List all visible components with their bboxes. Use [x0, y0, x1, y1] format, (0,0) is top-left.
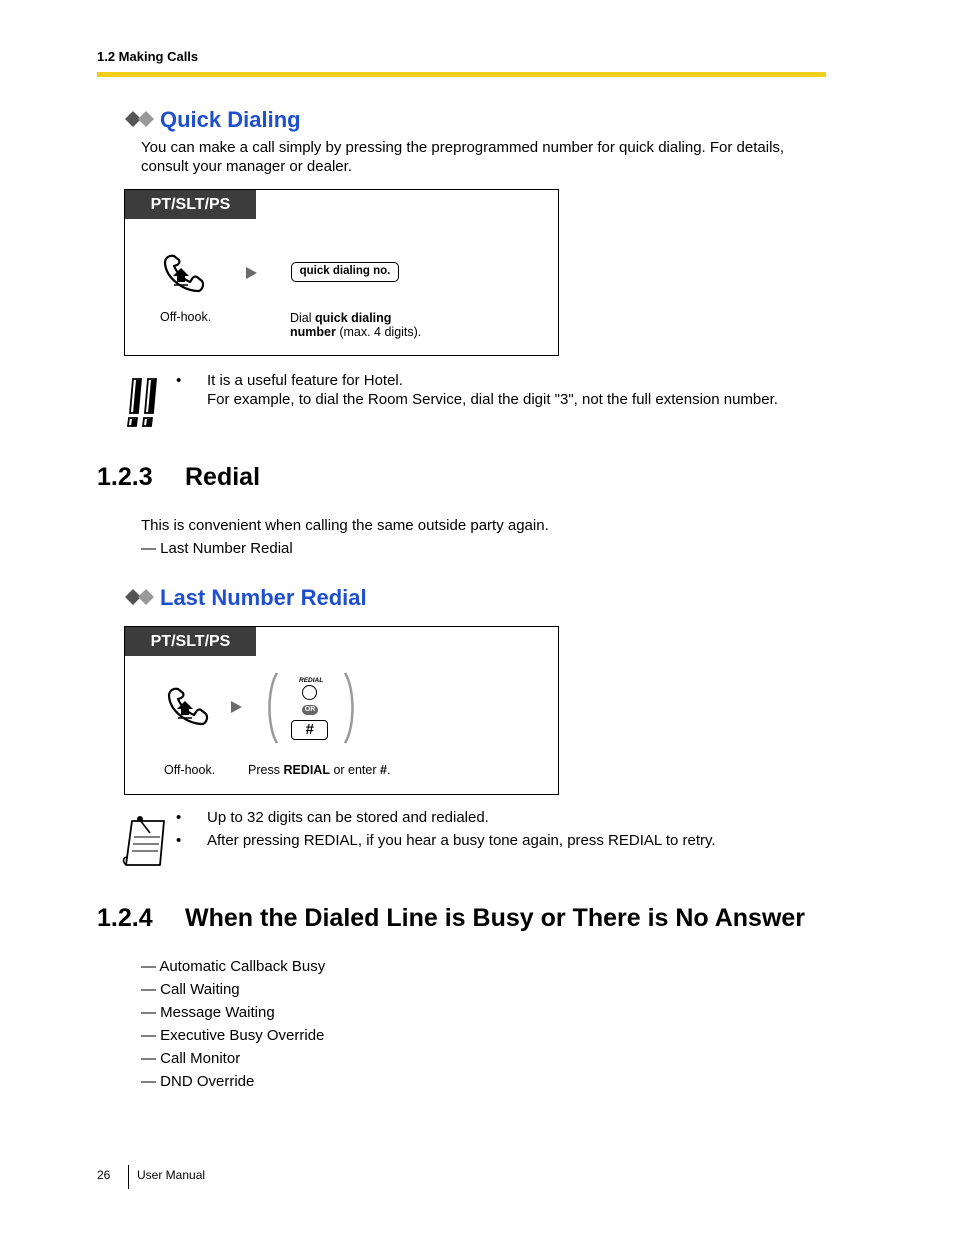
redial-intro: This is convenient when calling the same outside party again. — [141, 517, 549, 534]
step2-caption: Press REDIAL or enter #. — [248, 763, 391, 777]
running-header: 1.2 Making Calls — [97, 49, 199, 64]
off-hook-handset-icon — [165, 687, 215, 727]
footer-title: User Manual — [137, 1168, 206, 1182]
step1-caption: Off-hook. — [164, 763, 216, 777]
page-number: 26 — [97, 1168, 111, 1182]
procedure-label: PT/SLT/PS — [125, 627, 256, 656]
or-badge: OR — [302, 705, 318, 715]
list-item: — Message Waiting — [141, 1004, 275, 1021]
step-arrow-icon — [231, 701, 242, 713]
hash-key-button: # — [291, 720, 328, 740]
list-item: — Executive Busy Override — [141, 1027, 325, 1044]
list-item: — DND Override — [141, 1073, 255, 1090]
diamonds-icon — [125, 111, 155, 127]
redial-procedure-box — [124, 626, 559, 795]
important-note-icon — [126, 377, 162, 429]
list-item: — Call Monitor — [141, 1050, 241, 1067]
redial-key-button — [302, 685, 317, 700]
busy-feature-list — [141, 955, 325, 1093]
header-rule — [97, 72, 826, 77]
list-item: — Call Waiting — [141, 981, 240, 998]
list-item: — Automatic Callback Busy — [141, 958, 326, 975]
section-redial-heading: 1.2.3 Redial — [97, 463, 261, 491]
quick-dialing-description: You can make a call simply by pressing the preprogrammed number for quick dialing. For details, consult your manager or dealer. — [141, 139, 785, 175]
step1-caption: Off-hook. — [160, 310, 212, 324]
last-number-redial-heading: Last Number Redial — [160, 585, 367, 610]
off-hook-handset-icon — [161, 254, 211, 294]
quick-dialing-procedure-box — [124, 189, 559, 356]
quick-dialing-number-key: quick dialing no. — [291, 262, 399, 282]
redial-key-label: REDIAL — [299, 677, 324, 684]
diamonds-icon — [125, 589, 155, 605]
quick-dialing-heading: Quick Dialing — [160, 107, 301, 132]
step2-caption: Dial quick dialing number (max. 4 digits). — [290, 311, 422, 339]
procedure-label: PT/SLT/PS — [125, 190, 256, 219]
step-arrow-icon — [246, 267, 257, 279]
notes-icon — [120, 811, 168, 869]
section-busy-heading: 1.2.4 When the Dialed Line is Busy or There is No Answer — [97, 904, 806, 932]
footer-divider — [128, 1165, 129, 1189]
redial-feature-list-item: — Last Number Redial — [141, 540, 293, 557]
